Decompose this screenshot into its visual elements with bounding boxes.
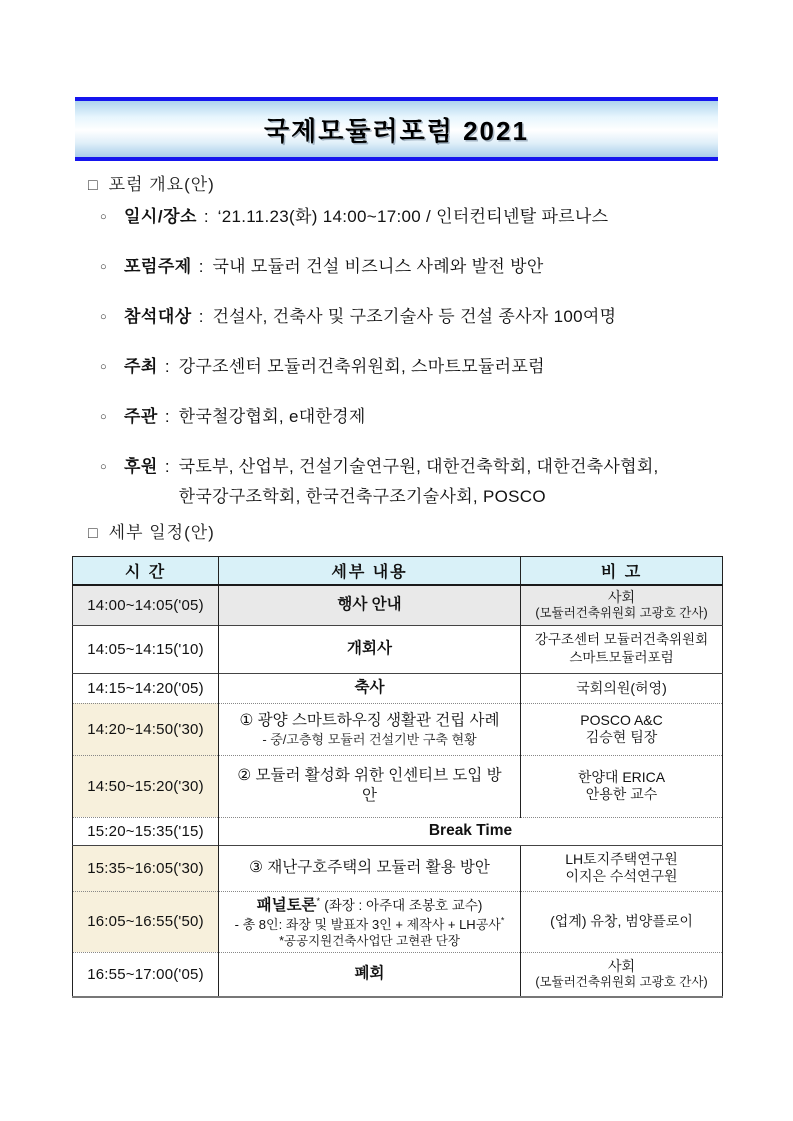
content-line-1: ① 광양 스마트하우징 생활관 건립 사례 (239, 711, 500, 729)
schedule-heading-label: 세부 일정(안) (108, 523, 215, 542)
colon-separator: : (164, 457, 170, 476)
table-row-break (73, 817, 723, 845)
schedule-table (72, 556, 723, 998)
schedule-header-content: 세부 내용 (219, 557, 521, 586)
schedule-section-heading (88, 518, 215, 543)
schedule-header-note: 비 고 (521, 557, 723, 586)
panel-line-2-text: - 총 8인: 좌장 및 발표자 3인 + 제작사 + LH공사 (234, 917, 501, 932)
note-line-2: 스마트모듈러포럼 (569, 650, 674, 665)
overview-item-value (179, 452, 659, 512)
overview-list (100, 207, 740, 537)
colon-separator: : (203, 207, 209, 226)
schedule-header-time: 시 간 (73, 557, 219, 586)
bullet-icon: ○ (100, 361, 107, 373)
sponsor-line-2: 한국강구조학회, 한국건축구조기술사회, POSCO (178, 487, 546, 506)
content-cell (219, 703, 521, 755)
content-line-2: - 중/고층형 모듈러 건설기반 구축 현황 (262, 731, 477, 747)
checkbox-icon: □ (88, 525, 99, 542)
note-cell (521, 625, 723, 673)
content-cell: Break Time (219, 817, 723, 845)
panel-title-line (222, 894, 517, 916)
overview-item-label: 일시/장소 (124, 207, 197, 226)
colon-separator: : (198, 307, 204, 326)
overview-item-attendees (100, 307, 740, 332)
table-row-opening (73, 625, 723, 673)
time-cell: 16:05~16:55('50) (73, 891, 219, 952)
bullet-icon: ○ (100, 311, 107, 323)
time-cell: 14:50~15:20('30) (73, 755, 219, 817)
content-cell: 축사 (219, 673, 521, 703)
overview-item-label: 후원 (124, 457, 158, 476)
note-line-1: LH토지주택연구원 (565, 851, 678, 867)
title-banner (75, 97, 718, 161)
note-cell (521, 755, 723, 817)
overview-item-value: 건설사, 건축사 및 구조기술사 등 건설 종사자 100여명 (212, 307, 617, 326)
note-line-2: (모듈러건축위원회 고광호 간사) (535, 606, 708, 621)
time-cell: 16:55~17:00('05) (73, 952, 219, 997)
note-line-1: 사회 (607, 589, 636, 606)
note-cell: 국회의원(허영) (521, 673, 723, 703)
bullet-icon: ○ (100, 211, 107, 223)
note-line-2: 이지은 수석연구원 (565, 868, 678, 884)
table-row-announcement (73, 585, 723, 625)
note-line-2: 안용한 교수 (585, 786, 658, 802)
panel-line-2-asterisk: * (500, 915, 505, 926)
panel-asterisk: * (316, 896, 321, 906)
note-cell (521, 585, 723, 625)
overview-item-sponsor (100, 457, 740, 512)
panel-line-2 (222, 916, 517, 933)
overview-section-heading (88, 170, 215, 195)
overview-item-value: 한국철강협회, e대한경제 (178, 407, 366, 426)
overview-item-label: 주관 (124, 407, 158, 426)
table-row-presentation-1 (73, 703, 723, 755)
sponsor-line-1: 국토부, 산업부, 건설기술연구원, 대한건축학회, 대한건축사협회, (178, 457, 659, 476)
content-cell: 폐회 (219, 952, 521, 997)
content-cell: 행사 안내 (219, 585, 521, 625)
time-cell: 14:05~14:15('10) (73, 625, 219, 673)
bullet-icon: ○ (100, 461, 107, 473)
time-cell: 14:15~14:20('05) (73, 673, 219, 703)
colon-separator: : (198, 257, 204, 276)
panel-chair: (좌장 : 아주대 조봉호 교수) (324, 898, 483, 913)
overview-item-value: 강구조센터 모듈러건축위원회, 스마트모듈러포럼 (178, 357, 545, 376)
note-line-1: 사회 (607, 958, 636, 975)
bullet-icon: ○ (100, 411, 107, 423)
overview-heading-label: 포럼 개요(안) (108, 175, 215, 194)
overview-item-label: 주최 (124, 357, 158, 376)
colon-separator: : (164, 357, 170, 376)
table-row-presentation-3 (73, 845, 723, 891)
note-cell: (업계) 유창, 범양플로이 (521, 891, 723, 952)
table-row-presentation-2 (73, 755, 723, 817)
note-line-2: (모듈러건축위원회 고광호 간사) (535, 975, 708, 990)
panel-title: 패널토론 (256, 897, 317, 914)
colon-separator: : (164, 407, 170, 426)
table-row-panel (73, 891, 723, 952)
time-cell: 14:00~14:05('05) (73, 585, 219, 625)
overview-item-value: 국내 모듈러 건설 비즈니스 사례와 발전 방안 (212, 257, 544, 276)
content-cell (219, 891, 521, 952)
time-cell: 15:35~16:05('30) (73, 845, 219, 891)
schedule-header-row (73, 557, 723, 586)
overview-item-datetime-venue (100, 207, 740, 232)
bullet-icon: ○ (100, 261, 107, 273)
table-row-congrats (73, 673, 723, 703)
table-row-closing (73, 952, 723, 997)
overview-item-topic (100, 257, 740, 282)
time-cell: 15:20~15:35('15) (73, 817, 219, 845)
note-line-2: 김승현 팀장 (585, 729, 658, 745)
note-line-1: 한양대 ERICA (577, 769, 666, 785)
checkbox-icon: □ (88, 177, 99, 194)
overview-item-organizer (100, 407, 740, 432)
content-cell: 개회사 (219, 625, 521, 673)
note-cell (521, 845, 723, 891)
page-title: 국제모듈러포럼 2021 (264, 116, 529, 146)
note-cell (521, 703, 723, 755)
overview-item-host (100, 357, 740, 382)
content-cell: ② 모듈러 활성화 위한 인센티브 도입 방안 (219, 755, 521, 817)
overview-item-label: 포럼주제 (124, 257, 192, 276)
note-cell (521, 952, 723, 997)
note-line-1: POSCO A&C (580, 712, 663, 728)
time-cell: 14:20~14:50('30) (73, 703, 219, 755)
overview-item-label: 참석대상 (124, 307, 192, 326)
overview-item-value: ‘21.11.23(화) 14:00~17:00 / 인터컨티넨탈 파르나스 (217, 207, 609, 226)
content-cell: ③ 재난구호주택의 모듈러 활용 방안 (219, 845, 521, 891)
panel-line-3: *공공지원건축사업단 고현관 단장 (279, 934, 460, 948)
note-line-1: 강구조센터 모듈러건축위원회 (534, 632, 709, 647)
